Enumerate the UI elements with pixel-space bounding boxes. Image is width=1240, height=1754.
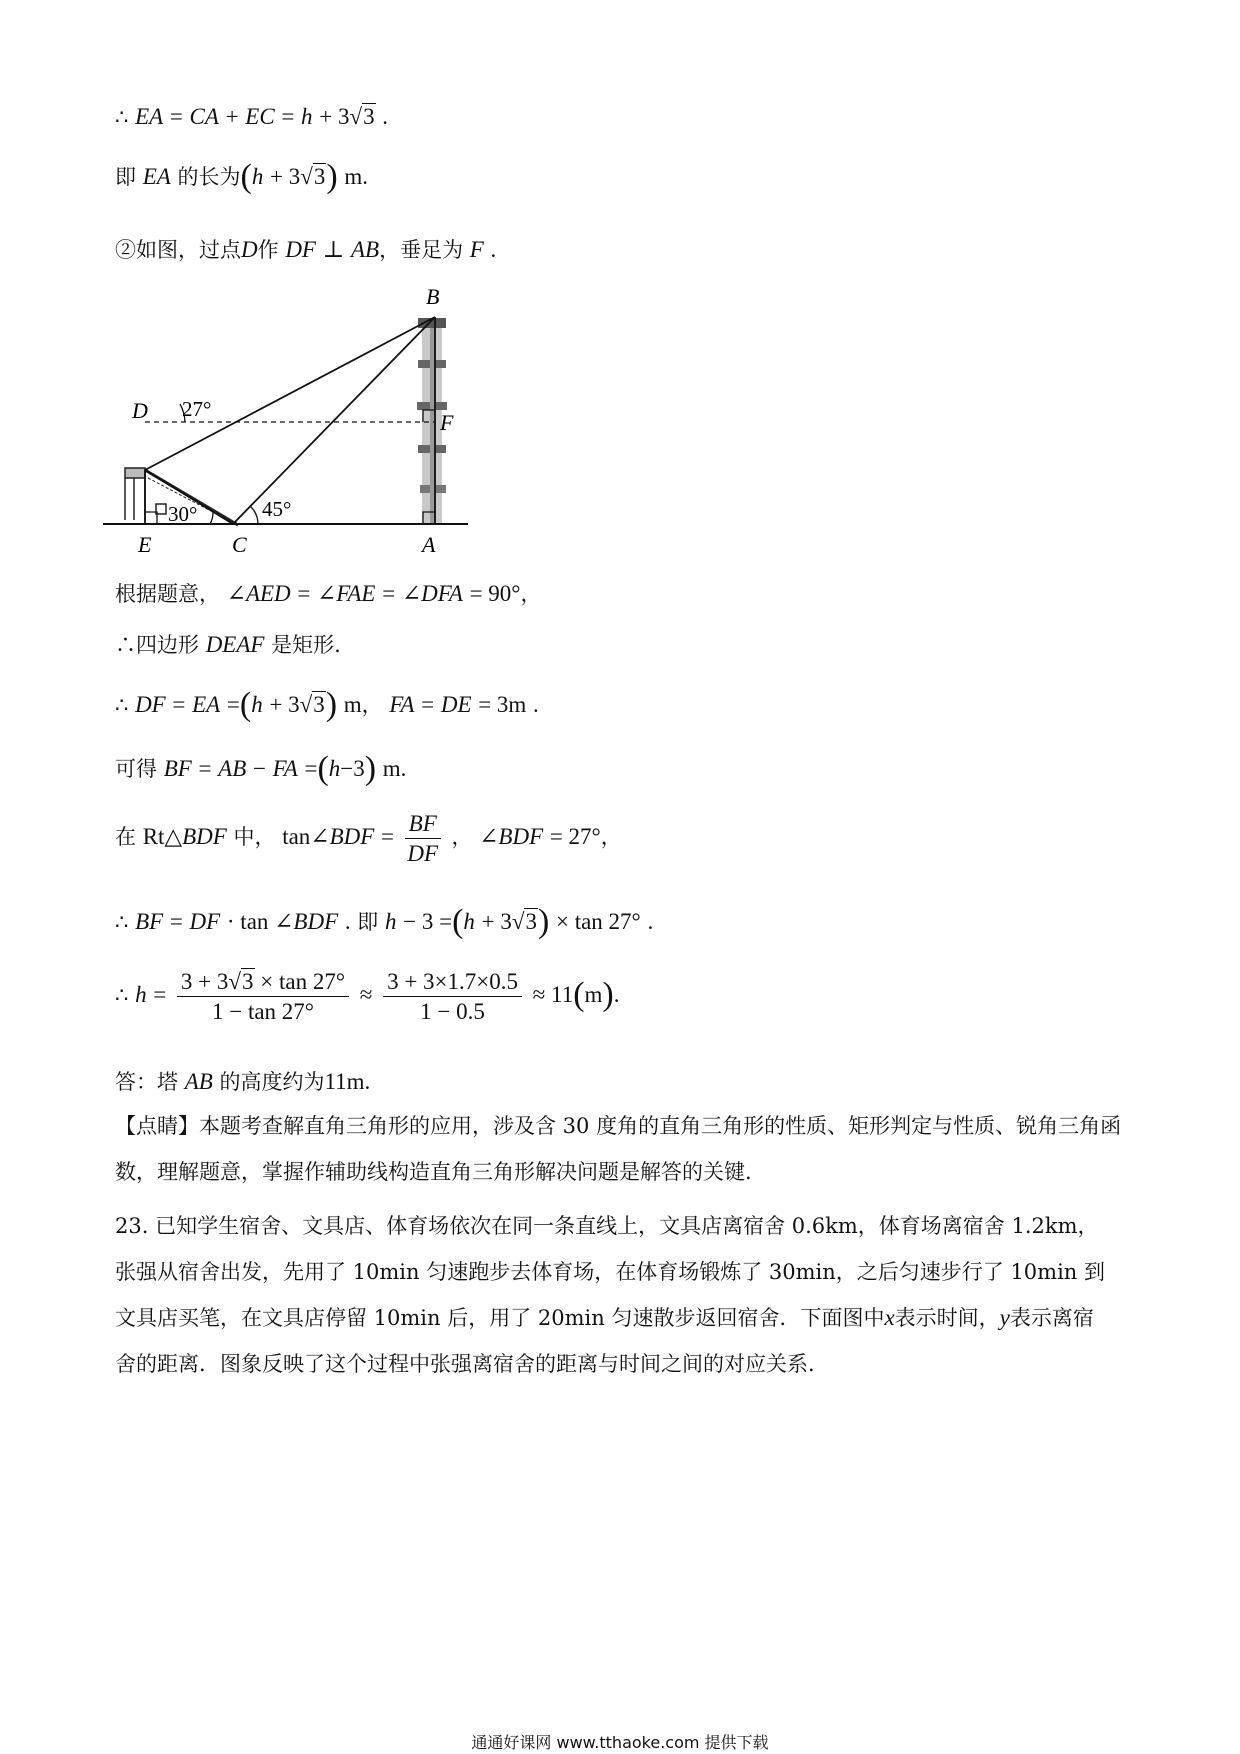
right-angle-e <box>145 512 157 524</box>
problem-23-line-4: 舍的距离．图象反映了这个过程中张强离宿舍的距离与时间之间的对应关系． <box>115 1352 829 1376</box>
arc-45 <box>250 506 258 524</box>
line-db <box>145 317 435 470</box>
fraction-bf-df: $\frac{BF}{DF}$ <box>405 812 441 865</box>
solution-line-1: ∴ EA = CA + EC = h + 3√3 . <box>115 104 389 129</box>
label-d: D <box>132 398 148 423</box>
page-footer: 通通好课网 www.tthaoke.com 提供下载 <box>471 1733 769 1752</box>
problem-23-line-2: 张强从宿舍出发，先用了 10min 匀速跑步去体育场，在体育场锻炼了 30min，之后匀速步行了 10min 到 <box>115 1260 1106 1284</box>
remark-paragraph: 【点睛】本题考查解直角三角形的应用，涉及含 30 度角的直角三角形的性质、矩形判定与性质、锐角三角函数，理解题意，掌握作辅助线构造直角三角形解决问题是解答的关键. <box>115 1114 1122 1184</box>
label-c: C <box>232 532 247 557</box>
solution-line-8: 在 Rt△BDF 中， tan∠BDF = $\frac{BF}{DF}$ ， ∠BDF = 27°， <box>115 811 622 866</box>
solution-line-4: 根据题意， ∠AED = ∠FAE = ∠DFA = 90°， <box>115 581 542 606</box>
solution-line-10: ∴ h = $\frac{3 + 3√3 \times \tan 27^\circ}{1 - \tan 27^\circ}$ ≈ $\frac{3 + 3\times 1.7\times 0.5}{1 - 0.5}$ ≈ 11(m). <box>115 969 620 1024</box>
fraction-h-exact: $\frac{3 + 3√3 \times \tan 27^\circ}{1 - \tan 27^\circ}$ <box>177 970 349 1023</box>
solution-line-3: ②如图，过点D作 DF ⊥ AB，垂足为 F . <box>115 237 497 262</box>
solution-line-9: ∴ BF = DF · tan ∠BDF . 即 h − 3 =(h + 3√3) × tan 27° . <box>115 903 654 940</box>
solution-line-7: 可得 BF = AB − FA =(h−3) m. <box>115 750 407 787</box>
solution-line-6: ∴ DF = EA =(h + 3√3) m， FA = DE = 3m . <box>115 686 539 723</box>
geometry-figure <box>100 280 540 570</box>
label-a: A <box>422 532 436 557</box>
problem-23-line-1: 23. 已知学生宿舍、文具店、体育场依次在同一条直线上，文具店离宿舍 0.6km，体育场离宿舍 1.2km， <box>115 1214 1099 1238</box>
problem-23-line-3: 文具店买笔，在文具店停留 10min 后，用了 20min 匀速散步返回宿舍．下面图中x表示时间，y表示离宿 <box>115 1305 1094 1330</box>
angle-label-27: 27° <box>182 397 212 421</box>
answer-line: 答：塔 AB 的高度约为11m. <box>115 1069 371 1094</box>
line-cb <box>233 317 435 524</box>
label-e: E <box>138 532 152 557</box>
arc-30 <box>210 512 213 524</box>
label-f: F <box>440 410 454 435</box>
angle-label-30: 30° <box>168 502 198 526</box>
solution-line-2: 即 EA 的长为(h + 3√3) m. <box>115 158 369 195</box>
solution-line-5: ∴四边形 DEAF 是矩形. <box>115 632 341 657</box>
fraction-h-approx: $\frac{3 + 3\times 1.7\times 0.5}{1 - 0.5}$ <box>383 970 522 1023</box>
label-b: B <box>426 284 440 309</box>
angle-label-45: 45° <box>262 497 292 521</box>
problem-23 <box>115 1203 1130 1387</box>
